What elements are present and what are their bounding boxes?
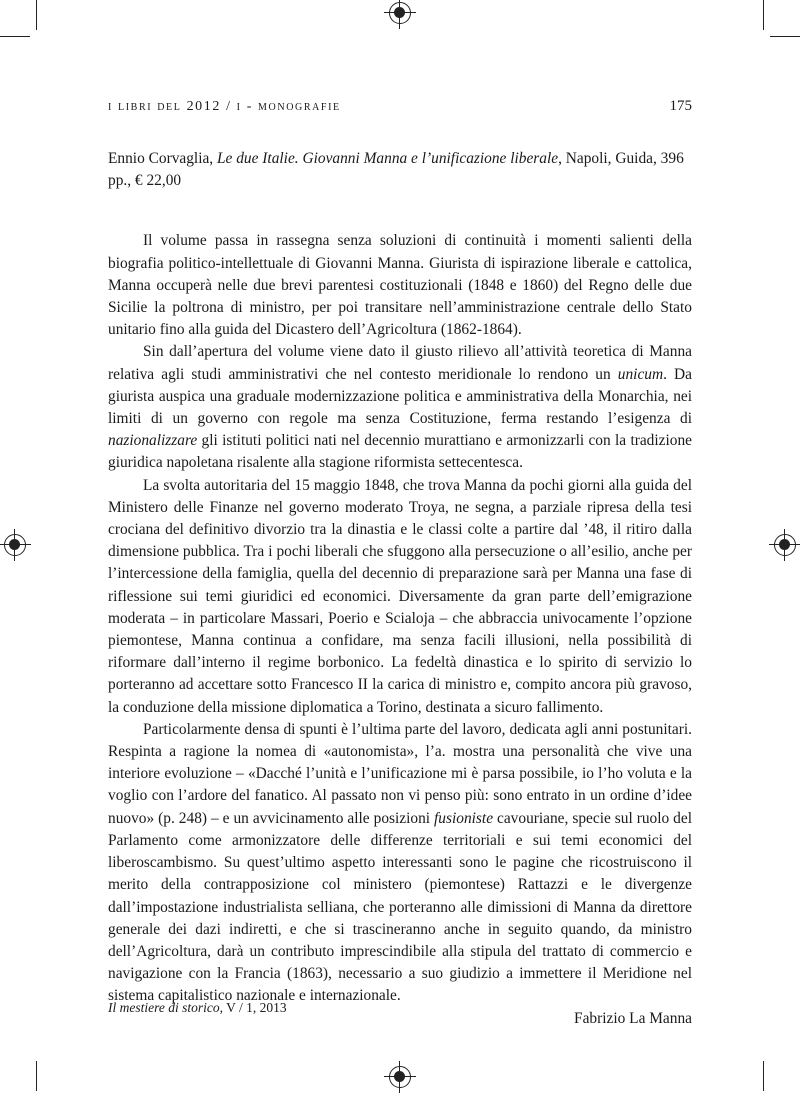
paragraph-2-part-a: Sin dall’apertura del volume viene dato il giusto rilievo all’attività teoretica di Manna relativa agli studi amministrativi che nel contesto meridionale lo rendono un	[108, 343, 692, 383]
registration-mark-top-icon	[389, 2, 411, 24]
crop-mark-top-left-v	[36, 0, 37, 30]
page-number: 175	[669, 98, 692, 114]
registration-mark-bottom-icon	[389, 1066, 411, 1088]
review-text	[108, 148, 692, 1030]
journal-footer	[108, 1000, 287, 1016]
paragraph-4	[108, 719, 692, 1008]
paragraph-2-emphasis-1: unicum	[617, 365, 664, 383]
book-citation	[108, 148, 692, 192]
paragraph-2-part-c: gli istituti politici nati nel decennio murattiano e armonizzarli con la tradizione giuridica napoletana risalente alla stagione riformista settecentesca.	[108, 432, 692, 472]
running-head	[108, 98, 692, 115]
crop-mark-top-right-h	[770, 36, 800, 37]
citation-author: Ennio Corvaglia,	[108, 150, 217, 167]
paragraph-3: La svolta autoritaria del 15 maggio 1848, che trova Manna da pochi giorni alla guida del Ministero delle Finanze nel governo moderato Troya, ne segna, a parziale ripresa della tesi crociana del definitivo divorzio tra la dinastia e le classi colte a partire dal ’48, il ritiro dalla dimensione pubblica. Tra i pochi liberali che sfuggono alla persecuzione o all’esilio, anche per l’intercessione della famiglia, quella del decennio di preparazione sarà per Manna una fase di riflessione sui temi giuridici ed economici. Diversamente da gran parte dell’emigrazione moderata – in particolare Massari, Poerio e Scialoja – che abbraccia univocamente l’opzione piemontese, Manna continua a confidare, ma senza facili illusioni, nella possibilità di riformare dall’interno il regime borbonico. La fedeltà dinastica e lo spirito di servizio lo porteranno ad accettare sotto Francesco II la carica di ministro e, compito ancora più gravoso, la conduzione della missione diplomatica a Torino, destinata a sicuro fallimento.	[108, 476, 692, 716]
registration-mark-left-icon	[4, 534, 26, 556]
paragraph-4-part-b: cavouriane, specie sul ruolo del Parlamento come armonizzatore delle differenze territoriali e sui temi economici del liberoscambismo. Su quest’ultimo aspetto interessanti sono le pagine che ricostruiscono il merito della contrapposizione col ministero (piemontese) Rattazzi e le divergenze dall’impostazione industrialista selliana, che porteranno alle dimissioni di Manna da direttore generale dei dazi indiretti, e che si trascineranno anche in seguito quando, da ministro dell’Agricoltura, darà un contributo imprescindibile alla stipula del trattato di commercio e navigazione con la Francia (1863), necessario a suo giudizio a immettere il Meridione nel sistema capitalistico nazionale e internazionale.	[108, 809, 692, 1005]
crop-mark-top-right-v	[763, 0, 764, 30]
registration-mark-right-icon	[774, 534, 796, 556]
crop-mark-bottom-right-v	[763, 1061, 764, 1091]
running-head-title: i libri del 2012 / i - monografie	[108, 99, 341, 114]
paragraph-1: Il volume passa in rassegna senza soluzioni di continuità i momenti salienti della biografia politico-intellettuale di Giovanni Manna. Giurista di ispirazione liberale e cattolica, Manna occuperà nelle due brevi parentesi costituzionali (1848 e 1860) del Regno delle due Sicilie la poltrona di ministro, per poi transitare nell’amministrazione centrale dello Stato unitario fino alla guida del Dicastero dell’Agricoltura (1862-1864).	[108, 232, 692, 339]
review-signature: Fabrizio La Manna	[574, 1009, 692, 1027]
paragraph-4-part-a: Particolarmente densa di spunti è l’ultima parte del lavoro, dedicata agli anni postunitari. Respinta a ragione la nomea di «autonomista», l’a. mostra una personalità che vive una interiore evoluzione – «Dacché l’unità e l’unificazione mi è parsa possibile, io l’ho voluta e la voglio con l’ardore del fanatico. Al passato non vi penso più: sono entrato in un ordine d’idee nuovo» (p. 248) – e un avvicinamento alle posizioni	[108, 720, 692, 827]
paragraph-2-emphasis-2: nazionalizzare	[108, 432, 198, 450]
paragraph-2	[108, 341, 692, 474]
footer-journal-title: Il mestiere di storico	[108, 1000, 220, 1015]
footer-issue: , V / 1, 2013	[219, 1000, 287, 1015]
crop-mark-bottom-left-v	[36, 1061, 37, 1091]
crop-mark-top-left-h	[0, 36, 30, 37]
paragraph-2-part-b: . Da giurista auspica una graduale modernizzazione politica e amministrativa della Monarchia, nei limiti di un governo con regole ma senza Costituzione, ferma restando l’esigenza di	[108, 365, 692, 428]
paragraph-4-emphasis: fusioniste	[434, 809, 494, 827]
citation-title: Le due Italie. Giovanni Manna e l’unificazione liberale	[217, 150, 559, 167]
citation-publisher: , Napoli, Guida, 396 pp., € 22,00	[108, 150, 684, 190]
